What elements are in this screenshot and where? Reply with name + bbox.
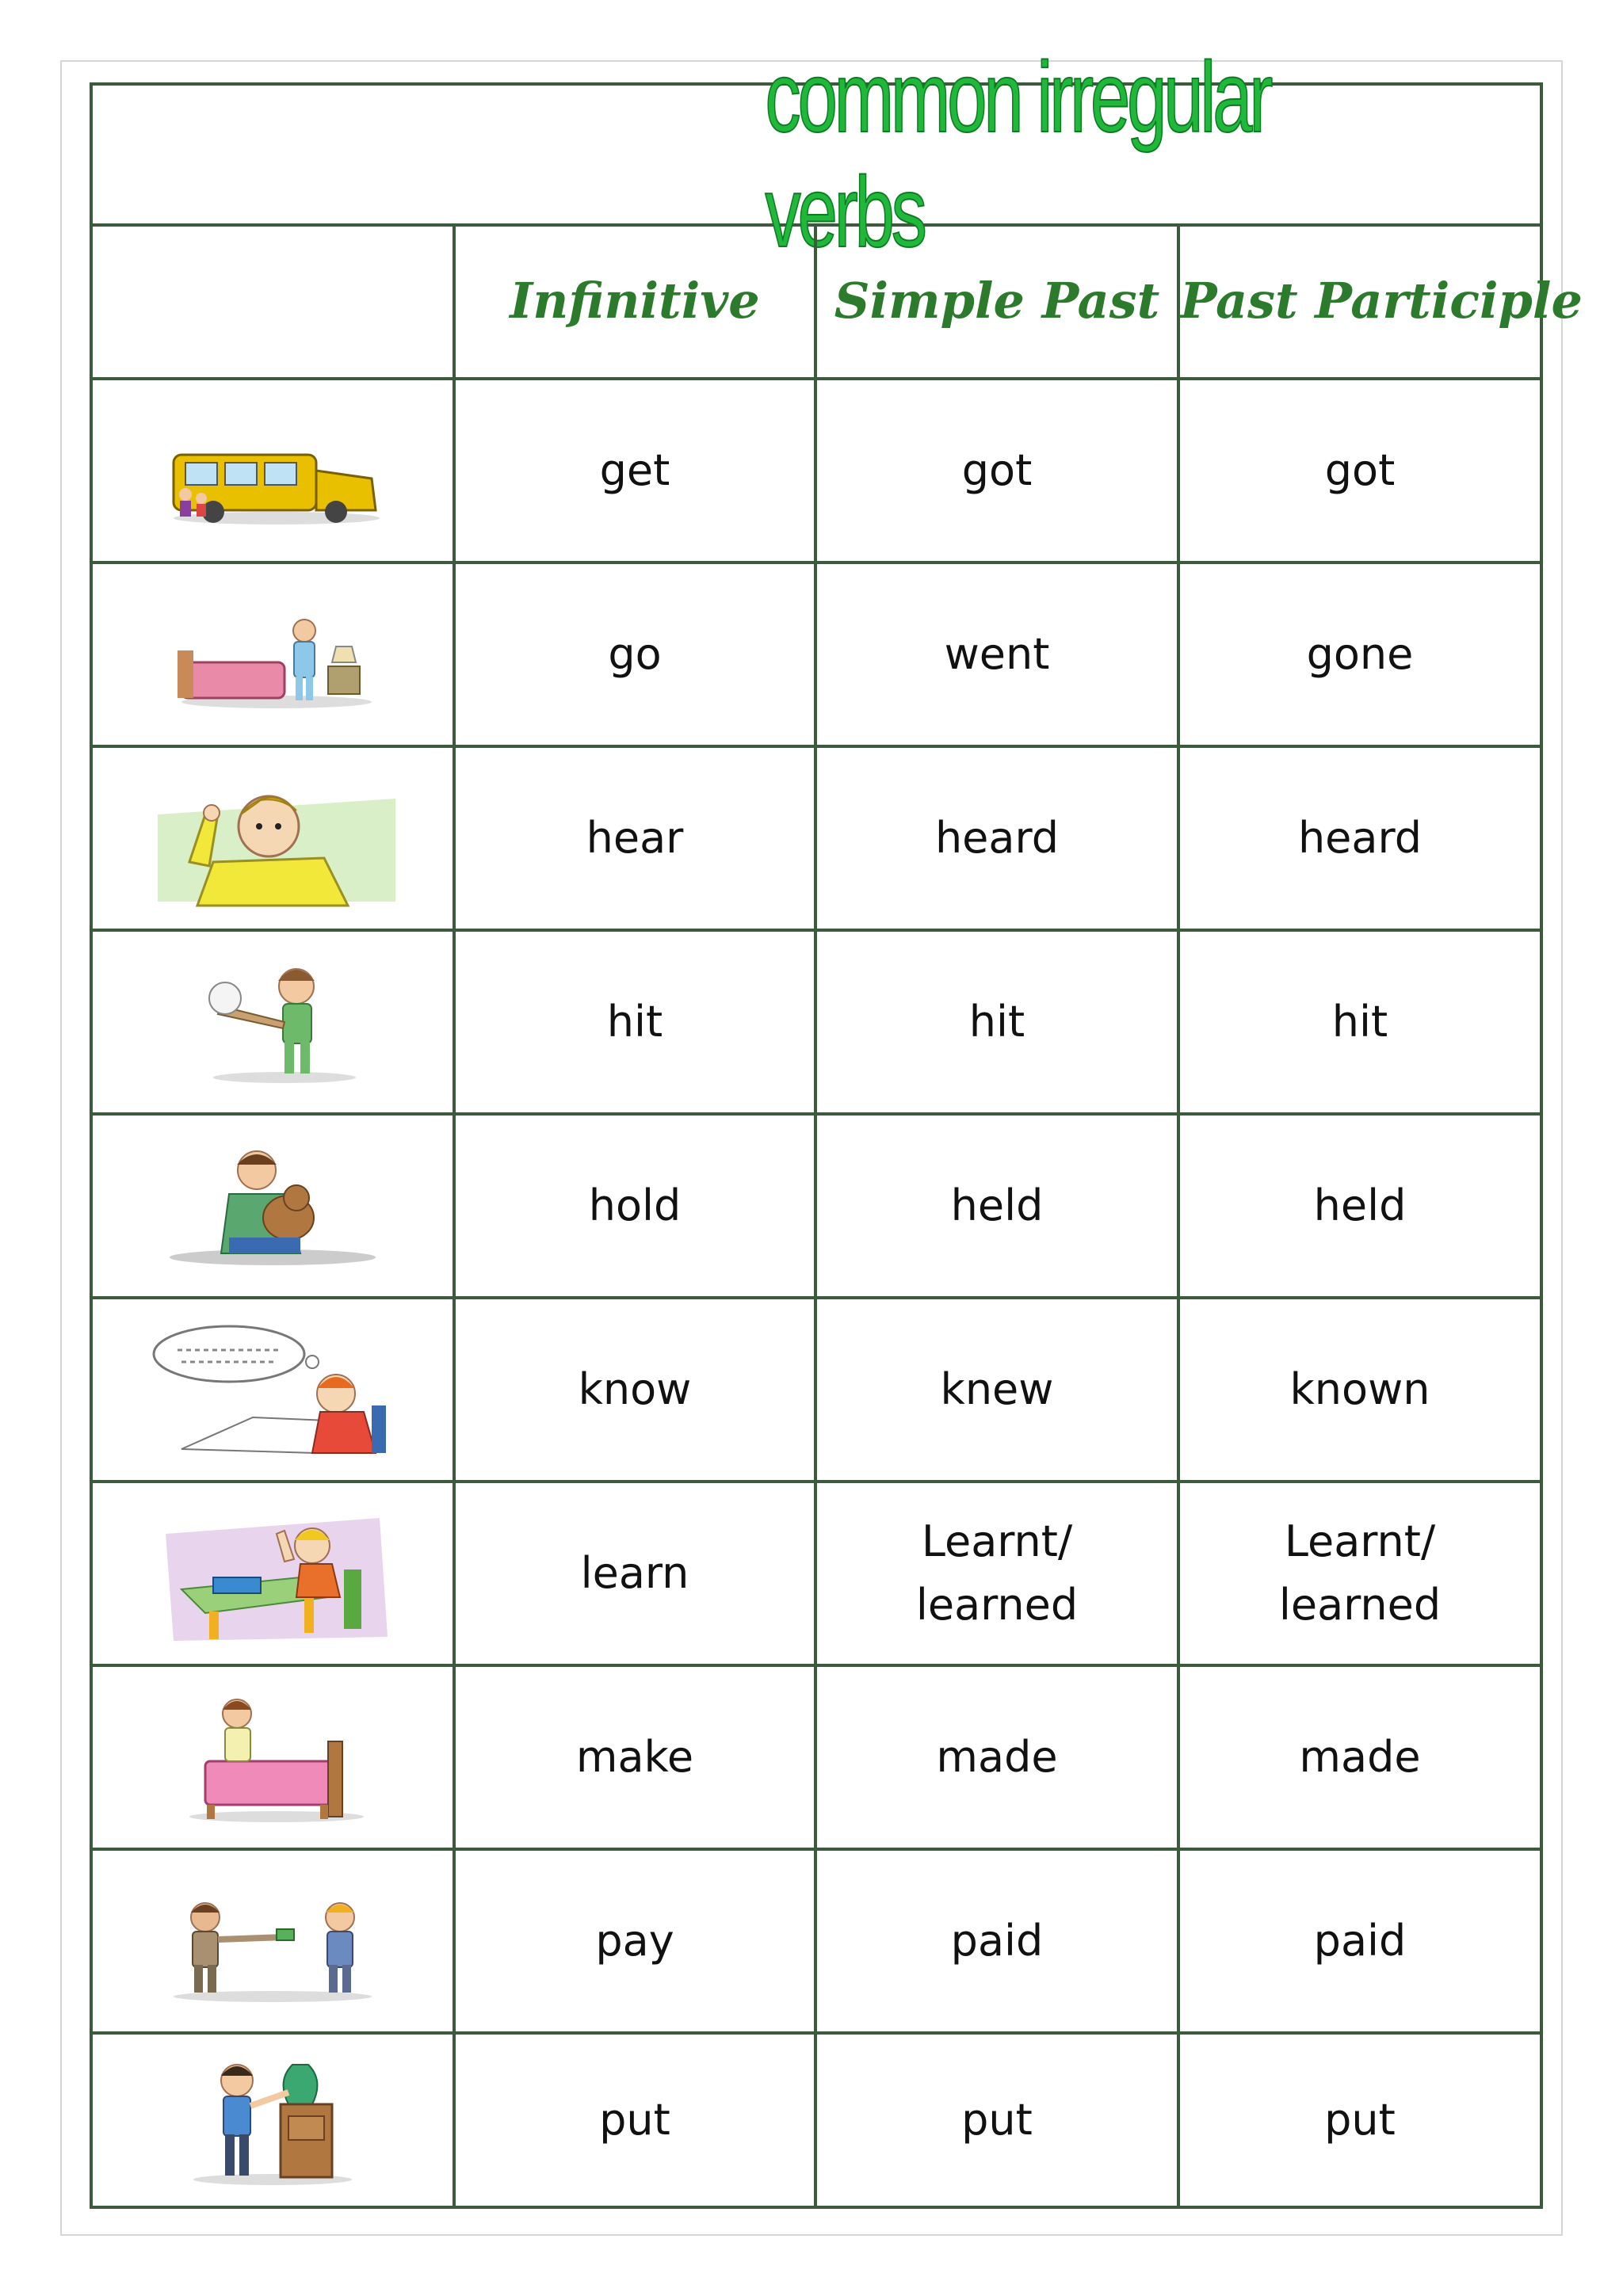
cell-simple-past: made <box>815 1665 1178 1849</box>
cell-past-participle: paid <box>1178 1849 1540 2033</box>
cell-infinitive: hit <box>454 930 815 1114</box>
boy-listening-icon <box>142 767 403 910</box>
cell-past-participle: held <box>1178 1114 1540 1298</box>
men-paying-icon <box>142 1870 403 2012</box>
cell-simple-past: got <box>815 379 1178 563</box>
cell-simple-past: went <box>815 563 1178 746</box>
boy-holding-dog-icon <box>142 1135 403 1277</box>
boy-thinking-icon <box>142 1318 403 1461</box>
cell-past-participle: gone <box>1178 563 1540 746</box>
worksheet-title: common irregular verbs <box>765 41 1270 268</box>
cell-simple-past: paid <box>815 1849 1178 2033</box>
car-family-icon <box>142 399 403 542</box>
boy-studying-icon <box>142 1502 403 1645</box>
cell-simple-past <box>815 1482 1178 1665</box>
cell-infinitive: put <box>454 2033 815 2206</box>
cell-simple-past: held <box>815 1114 1178 1298</box>
table-row <box>93 2033 1540 2206</box>
table-row <box>93 930 1540 1114</box>
header-simple-past: Simple Past <box>815 223 1178 379</box>
table-row <box>93 1665 1540 1849</box>
header-row <box>93 223 1540 379</box>
table-row <box>93 1849 1540 2033</box>
table-row <box>93 1298 1540 1482</box>
table-row <box>93 563 1540 746</box>
table-row <box>93 1482 1540 1665</box>
cell-simple-past: heard <box>815 746 1178 930</box>
simple-past-line: learned <box>915 1580 1079 1630</box>
cell-infinitive: pay <box>454 1849 815 2033</box>
cell-past-participle: made <box>1178 1665 1540 1849</box>
cell-infinitive: learn <box>454 1482 815 1665</box>
cell-infinitive: know <box>454 1298 815 1482</box>
cell-infinitive: hold <box>454 1114 815 1298</box>
cell-past-participle <box>1178 1482 1540 1665</box>
cell-past-participle: put <box>1178 2033 1540 2206</box>
past-participle-line: Learnt/ <box>1284 1516 1436 1566</box>
cell-simple-past: knew <box>815 1298 1178 1482</box>
cell-simple-past: hit <box>815 930 1178 1114</box>
header-picture <box>93 223 454 379</box>
cell-infinitive: go <box>454 563 815 746</box>
title-row <box>93 41 1540 268</box>
man-leaving-bed-icon <box>142 583 403 726</box>
verbs-table <box>93 223 1583 2206</box>
cell-past-participle: hit <box>1178 930 1540 1114</box>
cell-infinitive: make <box>454 1665 815 1849</box>
past-participle-line: learned <box>1278 1580 1442 1630</box>
cell-past-participle: heard <box>1178 746 1540 930</box>
cell-past-participle: got <box>1178 379 1540 563</box>
table-row <box>93 1114 1540 1298</box>
cell-infinitive: hear <box>454 746 815 930</box>
header-infinitive: Infinitive <box>454 223 815 379</box>
table-row <box>93 379 1540 563</box>
header-past-participle: Past Participle <box>1178 223 1540 379</box>
cell-past-participle: known <box>1178 1298 1540 1482</box>
cell-simple-past: put <box>815 2033 1178 2206</box>
table-row <box>93 746 1540 930</box>
boy-making-bed-icon <box>142 1686 403 1829</box>
simple-past-line: Learnt/ <box>921 1516 1073 1566</box>
boy-batting-icon <box>142 951 403 1093</box>
worksheet <box>90 41 1583 2209</box>
boy-putting-vase-icon <box>142 2049 403 2191</box>
cell-infinitive: get <box>454 379 815 563</box>
